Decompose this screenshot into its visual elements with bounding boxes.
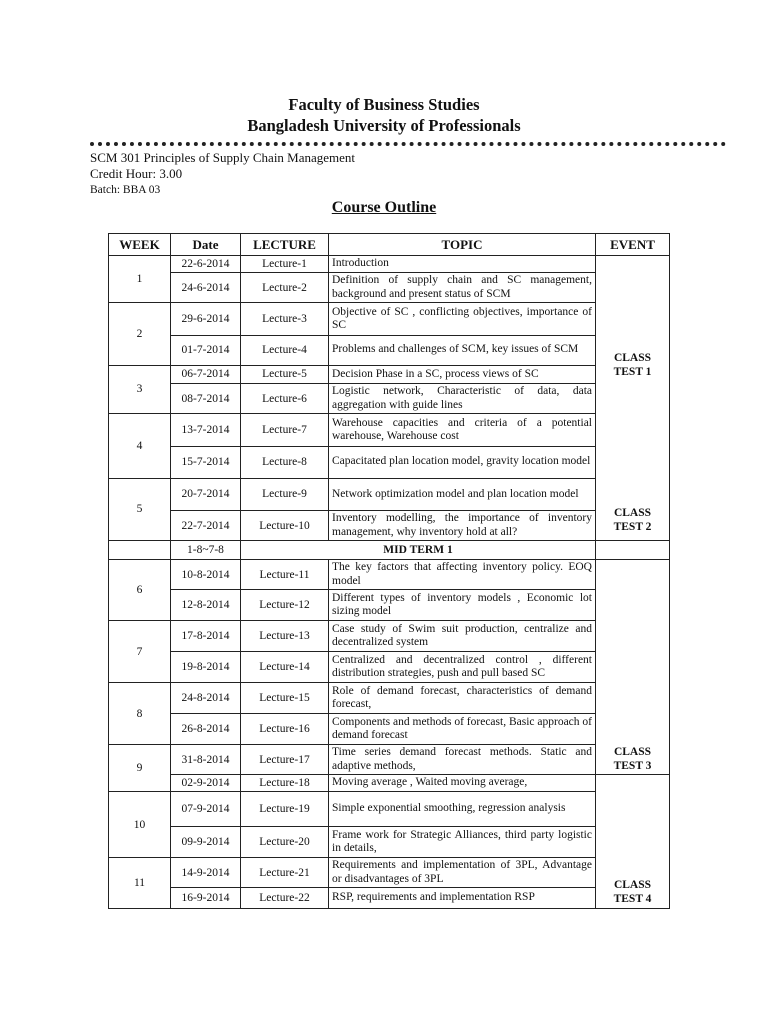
- topic-cell: Simple exponential smoothing, regression analysis: [329, 792, 596, 827]
- table-row: [109, 714, 670, 745]
- topic-cell: Decision Phase in a SC, process views of SC: [329, 365, 596, 384]
- header-week: WEEK: [109, 234, 171, 256]
- university-title: Bangladesh University of Professionals: [247, 116, 521, 135]
- table-row: [109, 384, 670, 414]
- date-cell: 15-7-2014: [171, 446, 241, 478]
- topic-cell: Components and methods of forecast, Basic approach of demand forecast: [329, 714, 596, 745]
- table-row: [109, 365, 670, 384]
- course-name: SCM 301 Principles of Supply Chain Management: [90, 150, 356, 165]
- week-cell: 10: [109, 792, 171, 858]
- date-cell: 14-9-2014: [171, 858, 241, 888]
- date-cell: 24-8-2014: [171, 683, 241, 714]
- course-outline-table: [108, 233, 670, 909]
- table-row: [109, 792, 670, 827]
- table-row: [109, 335, 670, 365]
- date-cell: 13-7-2014: [171, 414, 241, 447]
- table-row: [109, 590, 670, 621]
- batch: Batch: BBA 03: [90, 184, 161, 196]
- topic-cell: Case study of Swim suit production, centralize and decentralized system: [329, 621, 596, 652]
- date-cell: 07-9-2014: [171, 792, 241, 827]
- week-cell: [109, 541, 171, 560]
- topic-cell: Problems and challenges of SCM, key issues of SCM: [329, 335, 596, 365]
- lecture-cell: Lecture-12: [241, 590, 329, 621]
- topic-cell: Requirements and implementation of 3PL, Advantage or disadvantages of 3PL: [329, 858, 596, 888]
- table-row: [109, 303, 670, 336]
- lecture-cell: Lecture-22: [241, 888, 329, 909]
- topic-cell: Centralized and decentralized control , different distribution strategies, push and pull based SC: [329, 652, 596, 683]
- week-cell: 4: [109, 414, 171, 479]
- lecture-cell: Lecture-13: [241, 621, 329, 652]
- week-cell: 5: [109, 478, 171, 541]
- date-cell: 31-8-2014: [171, 745, 241, 775]
- lecture-cell: Lecture-2: [241, 273, 329, 303]
- week-cell: 9: [109, 745, 171, 792]
- week-cell: 3: [109, 365, 171, 414]
- table-body: [109, 256, 670, 909]
- date-cell: 20-7-2014: [171, 478, 241, 511]
- event-cell: [596, 256, 670, 541]
- week-cell: 8: [109, 683, 171, 745]
- week-cell: 7: [109, 621, 171, 683]
- week-cell: 6: [109, 560, 171, 621]
- faculty-title: Faculty of Business Studies: [288, 95, 480, 114]
- topic-cell: Inventory modelling, the importance of inventory management, why inventory hold at all?: [329, 511, 596, 541]
- header-lecture: LECTURE: [241, 234, 329, 256]
- date-cell: 1-8~7-8: [171, 541, 241, 560]
- topic-cell: Moving average , Waited moving average,: [329, 775, 596, 792]
- table-row: [109, 273, 670, 303]
- topic-cell: Logistic network, Characteristic of data, data aggregation with guide lines: [329, 384, 596, 414]
- event-class-test-2: CLASS TEST 2: [613, 507, 652, 533]
- lecture-cell: Lecture-1: [241, 256, 329, 273]
- date-cell: 19-8-2014: [171, 652, 241, 683]
- table-row: [109, 888, 670, 909]
- topic-cell: The key factors that affecting inventory policy. EOQ model: [329, 560, 596, 590]
- topic-cell: Warehouse capacities and criteria of a potential warehouse, Warehouse cost: [329, 414, 596, 447]
- date-cell: 26-8-2014: [171, 714, 241, 745]
- lecture-cell: Lecture-16: [241, 714, 329, 745]
- lecture-cell: Lecture-4: [241, 335, 329, 365]
- table-row: [109, 256, 670, 273]
- table-row: [109, 511, 670, 541]
- date-cell: 12-8-2014: [171, 590, 241, 621]
- lecture-cell: Lecture-21: [241, 858, 329, 888]
- header-event: EVENT: [596, 234, 670, 256]
- lecture-cell: Lecture-14: [241, 652, 329, 683]
- lecture-cell: Lecture-15: [241, 683, 329, 714]
- mid-term-row: [109, 541, 670, 560]
- lecture-cell: Lecture-10: [241, 511, 329, 541]
- lecture-cell: Lecture-19: [241, 792, 329, 827]
- table-row: [109, 683, 670, 714]
- table-row: [109, 621, 670, 652]
- lecture-cell: Lecture-9: [241, 478, 329, 511]
- topic-cell: RSP, requirements and implementation RSP: [329, 888, 596, 909]
- date-cell: 08-7-2014: [171, 384, 241, 414]
- date-cell: 17-8-2014: [171, 621, 241, 652]
- topic-cell: Time series demand forecast methods. Static and adaptive methods,: [329, 745, 596, 775]
- table-row: [109, 745, 670, 775]
- date-cell: 09-9-2014: [171, 827, 241, 858]
- table-row: [109, 858, 670, 888]
- event-class-test-4: CLASS TEST 4: [613, 879, 652, 905]
- date-cell: 01-7-2014: [171, 335, 241, 365]
- week-cell: 2: [109, 303, 171, 366]
- date-cell: 22-7-2014: [171, 511, 241, 541]
- outline-title: Course Outline: [331, 199, 437, 216]
- table-row: [109, 652, 670, 683]
- topic-cell: Introduction: [329, 256, 596, 273]
- date-cell: 10-8-2014: [171, 560, 241, 590]
- date-cell: 06-7-2014: [171, 365, 241, 384]
- lecture-cell: Lecture-8: [241, 446, 329, 478]
- date-cell: 22-6-2014: [171, 256, 241, 273]
- lecture-cell: Lecture-11: [241, 560, 329, 590]
- lecture-cell: Lecture-7: [241, 414, 329, 447]
- event-cell: [596, 560, 670, 775]
- table-row: [109, 478, 670, 511]
- event-cell: [596, 541, 670, 560]
- header-date: Date: [171, 234, 241, 256]
- topic-cell: Objective of SC , conflicting objectives, importance of SC: [329, 303, 596, 336]
- lecture-cell: Lecture-20: [241, 827, 329, 858]
- mid-term-label: MID TERM 1: [241, 541, 596, 560]
- topic-cell: Definition of supply chain and SC management, background and present status of SCM: [329, 273, 596, 303]
- header-topic: TOPIC: [329, 234, 596, 256]
- event-cell: [596, 775, 670, 909]
- date-cell: 16-9-2014: [171, 888, 241, 909]
- date-cell: 29-6-2014: [171, 303, 241, 336]
- topic-cell: Different types of inventory models , Economic lot sizing model: [329, 590, 596, 621]
- event-class-test-1: CLASS TEST 1: [613, 352, 652, 378]
- week-cell: 1: [109, 256, 171, 303]
- table-row: [109, 560, 670, 590]
- dotted-divider: [90, 142, 726, 146]
- table-row: [109, 446, 670, 478]
- lecture-cell: Lecture-18: [241, 775, 329, 792]
- week-cell: 11: [109, 858, 171, 909]
- table-row: [109, 775, 670, 792]
- topic-cell: Capacitated plan location model, gravity location model: [329, 446, 596, 478]
- credit-hour: Credit Hour: 3.00: [90, 166, 183, 181]
- date-cell: 02-9-2014: [171, 775, 241, 792]
- lecture-cell: Lecture-3: [241, 303, 329, 336]
- topic-cell: Role of demand forecast, characteristics of demand forecast,: [329, 683, 596, 714]
- lecture-cell: Lecture-17: [241, 745, 329, 775]
- date-cell: 24-6-2014: [171, 273, 241, 303]
- lecture-cell: Lecture-6: [241, 384, 329, 414]
- table-row: [109, 414, 670, 447]
- lecture-cell: Lecture-5: [241, 365, 329, 384]
- table-row: [109, 827, 670, 858]
- topic-cell: Frame work for Strategic Alliances, third party logistic in details,: [329, 827, 596, 858]
- topic-cell: Network optimization model and plan location model: [329, 478, 596, 511]
- event-class-test-3: CLASS TEST 3: [613, 746, 652, 772]
